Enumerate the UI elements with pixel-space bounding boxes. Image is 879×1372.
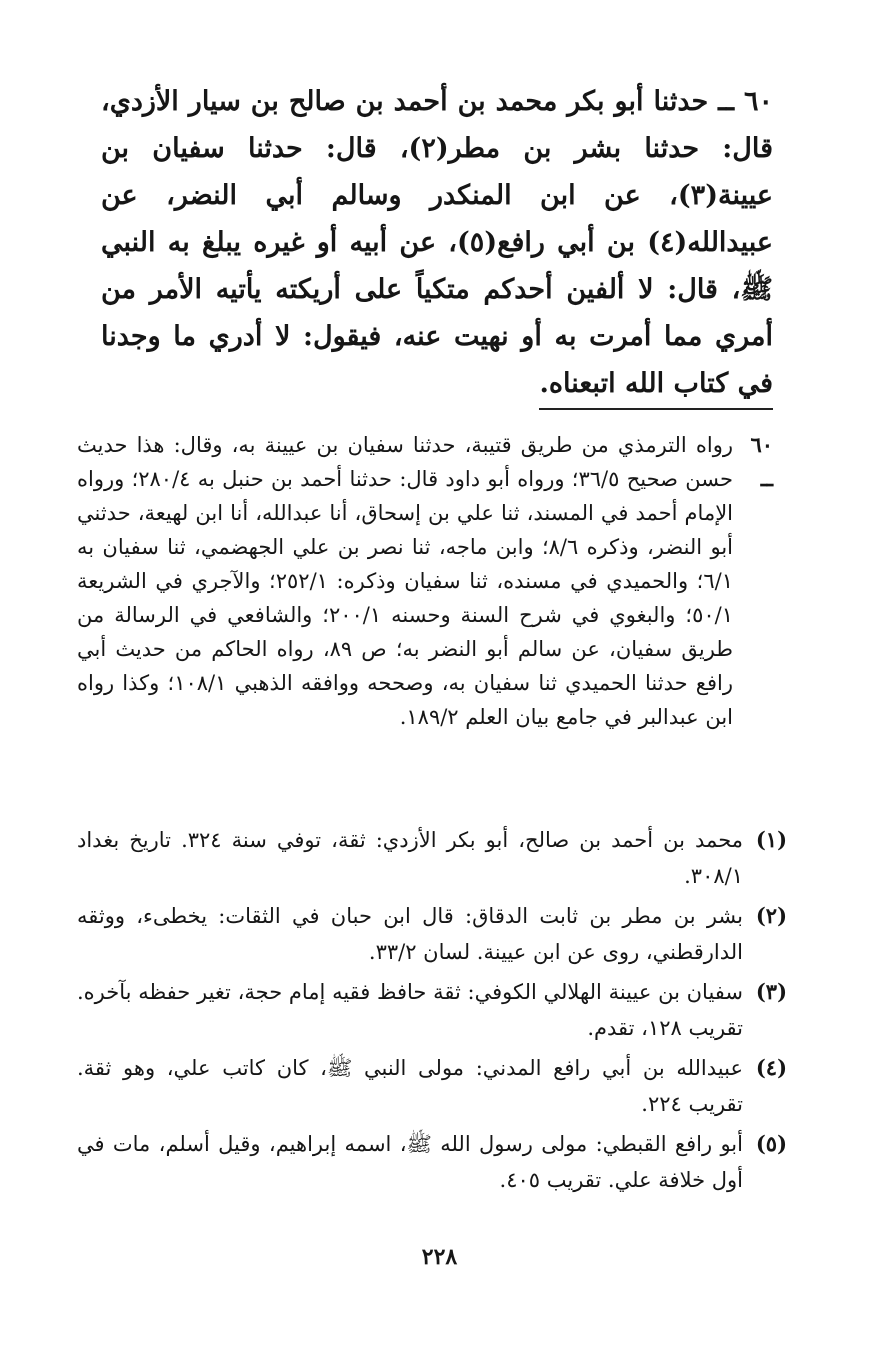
note-text: أبو رافع القبطي: مولى رسول الله ﷺ، اسمه إبراهيم، وقيل أسلم، مات في أول خلافة علي. تقريب ٤٠٥.: [77, 1132, 743, 1192]
takhrij-number: ٦٠ ــ: [750, 432, 773, 491]
note-text: محمد بن أحمد بن صالح، أبو بكر الأزدي: ثقة، توفي سنة ٣٢٤. تاريخ بغداد ٣٠٨/١.: [77, 828, 743, 888]
note-text: بشر بن مطر بن ثابت الدقاق: قال ابن حبان في الثقات: يخطىء، ووثقه الدارقطني، روى عن ابن عيينة. لسان ٣٣/٢.: [77, 904, 743, 964]
narrator-note: [77, 974, 787, 1046]
footnote-separator: [539, 408, 773, 410]
narrator-note: [77, 822, 787, 894]
note-text: عبيدالله بن أبي رافع المدني: مولى النبي ﷺ، كان كاتب علي، وهو ثقة. تقريب ٢٢٤.: [77, 1056, 743, 1116]
hadith-main-text: [101, 78, 773, 407]
narrator-note: [77, 1050, 787, 1122]
takhrij-text: رواه الترمذي من طريق قتيبة، حدثنا سفيان بن عيينة به، وقال: هذا حديث حسن صحيح ٣٦/٥؛ ورواه أبو داود قال: حدثنا أحمد بن حنبل به ٢٨٠/٤؛ ورواه الإمام أحمد في المسند، ثنا علي بن إسحاق، أنا عبدالله، أنا ابن لهيعة، حدثني أبو النضر، وذكره ٨/٦؛ وابن ماجه، ثنا نصر بن علي الجهضمي، ثنا سفيان به ٦/١؛ والحميدي في مسنده، ثنا سفيان وذكره: ٢٥٢/١؛ والآجري في الشريعة ٥٠/١؛ والبغوي في شرح السنة وحسنه ٢٠٠/١؛ والشافعي في الرسالة من طريق سفيان، عن سالم أبو النضر به؛ ص ٨٩، رواه الحاكم من حديث أبي رافع حدثنا الحميدي ثنا سفيان به، وصححه ووافقه الذهبي ١٠٨/١؛ وكذا رواه ابن عبدالبر في جامع بيان العلم ١٨٩/٢.: [77, 433, 733, 729]
note-number: (٣): [755, 979, 787, 1004]
note-number: (٤): [755, 1055, 787, 1080]
narrator-note: [77, 1126, 787, 1198]
note-number: (٥): [755, 1131, 787, 1156]
narrator-notes: [77, 822, 787, 1202]
note-text: سفيان بن عيينة الهلالي الكوفي: ثقة حافظ فقيه إمام حجة، تغير حفظه بآخره. تقريب ١٢٨، تقدم.: [77, 980, 743, 1040]
hadith-text: ٦٠ ــ حدثنا أبو بكر محمد بن أحمد بن صالح بن سيار الأزدي، قال: حدثنا بشر بن مطر(٢)، قال: حدثنا سفيان بن عيينة(٣)، عن ابن المنكدر وسالم أبي النضر، عن عبيدالله(٤) بن أبي رافع(٥)، عن أبيه أو غيره يبلغ به النبي ﷺ، قال: لا ألفين أحدكم متكياً على أريكته يأتيه الأمر من أمري مما أمرت به أو نهيت عنه، فيقول: لا أدري ما وجدنا في كتاب الله اتبعناه.: [101, 86, 774, 399]
takhrij-footnote: [77, 428, 773, 734]
note-number: (٢): [755, 903, 787, 928]
note-number: (١): [755, 827, 787, 852]
page-number: ٢٢٨: [421, 1244, 458, 1270]
narrator-note: [77, 898, 787, 970]
